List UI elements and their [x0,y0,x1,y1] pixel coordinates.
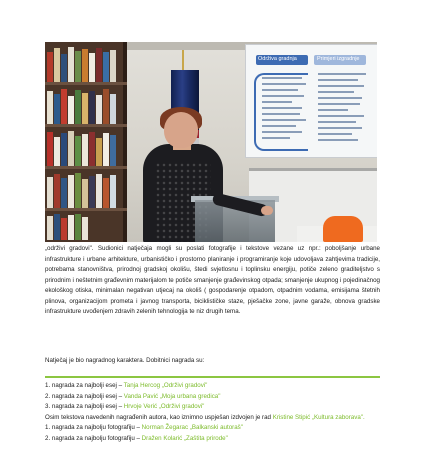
orange-chair [323,216,363,242]
award-work: „Održivi gradovi" [157,403,205,411]
speaker-head [164,112,198,148]
award-item [45,402,385,413]
photo-award-work: „Zaštita prirode" [182,434,228,442]
award-work: „Moja urbana gredica" [158,392,221,400]
photo-award-prefix: 2. nagrada za najbolju fotografiju – [45,434,142,442]
photo-award-item [45,423,385,434]
book-row [47,170,123,208]
book-row [47,44,123,82]
award-prefix: 2. nagrada za najbolji esej – [45,392,124,400]
award-winner: Vanda Pavić [123,392,159,400]
bookshelf [45,42,127,242]
whiteboard-rail [249,168,377,171]
awards-list [45,381,385,445]
award-item [45,392,385,403]
book-row [47,86,123,124]
special-mention-work: „Kultura zaborava". [311,413,365,421]
book-row [47,212,123,240]
green-divider [45,376,380,378]
intro-paragraph: „održivi gradovi". Sudionici natječaja mogli su poslati fotografije i tekstove vezane uz npr.: poboljšanje urbane infrastrukture i urbane arhitekture, urbanističko i prostorno planiranje i programiranje koje udovoljava zahtjevima tradicije, potrebama stanovništva, prirodnoj gradskoj okolišu, štedi svjetlosnu i toplinsku energiju, potiče zeleno graditeljstvo s prirodnim i neštetnim građevnim materijalom te potiče smanjenje građevinskog otpada; smanjenje ukupnog i pojedinačnog ekološkog otiska, minimalan negativan utjecaj na okoliš ( gospodarenje otpadom, otpadnim vodama, emisijama štetnih plinova, organizacijom prometa i javnog transporta, biciklističke staze, pješačke zone, javne garaže, obnova gradske infrastrukture uvođenjem zdravih zelenih tehnologija te niz drugih tema. [45,245,380,315]
award-winner: Hrvoje Verić [123,403,158,411]
award-winner: Tanja Hercog [123,382,161,389]
prize-note: Natječaj je bio nagradnog karaktera. Dobitnici nagrada su: [45,357,205,364]
event-photo [45,42,377,242]
shelf-board [45,208,127,211]
photo-award-work: „Balkanski autoraš" [188,424,243,432]
shelf-board [45,124,127,127]
special-mention-author: Kristine Stipić [272,413,311,421]
award-prefix: 1. nagrada za najbolji esej – [45,382,124,389]
special-mention-text: Osim tekstova navedenih nagrađenih autora, kao iznimno uspješan izdvojen je rad [45,413,273,421]
award-work: „Održivi gradovi" [160,382,208,389]
slide-tab-left-label: Održiva gradnja [258,56,297,62]
slide-text-lines [262,77,310,143]
photo-award-winner: Dražen Kolarić [141,434,183,442]
award-item [45,381,385,392]
award-prefix: 3. nagrada za najbolji esej – [45,403,124,411]
shelf-board [45,82,127,85]
slide-tab-right-label: Primjeri izgradnje [317,56,360,62]
photo-award-item [45,434,385,445]
special-mention [45,413,380,424]
shelf-board [45,166,127,169]
speaker-hand [261,206,273,215]
photo-award-winner: Norman Žegarac [141,424,189,432]
slide-text-lines [318,73,370,145]
book-row [47,128,123,166]
projection-screen [245,44,377,158]
photo-award-prefix: 1. nagrada za najbolju fotografiju – [45,424,142,432]
